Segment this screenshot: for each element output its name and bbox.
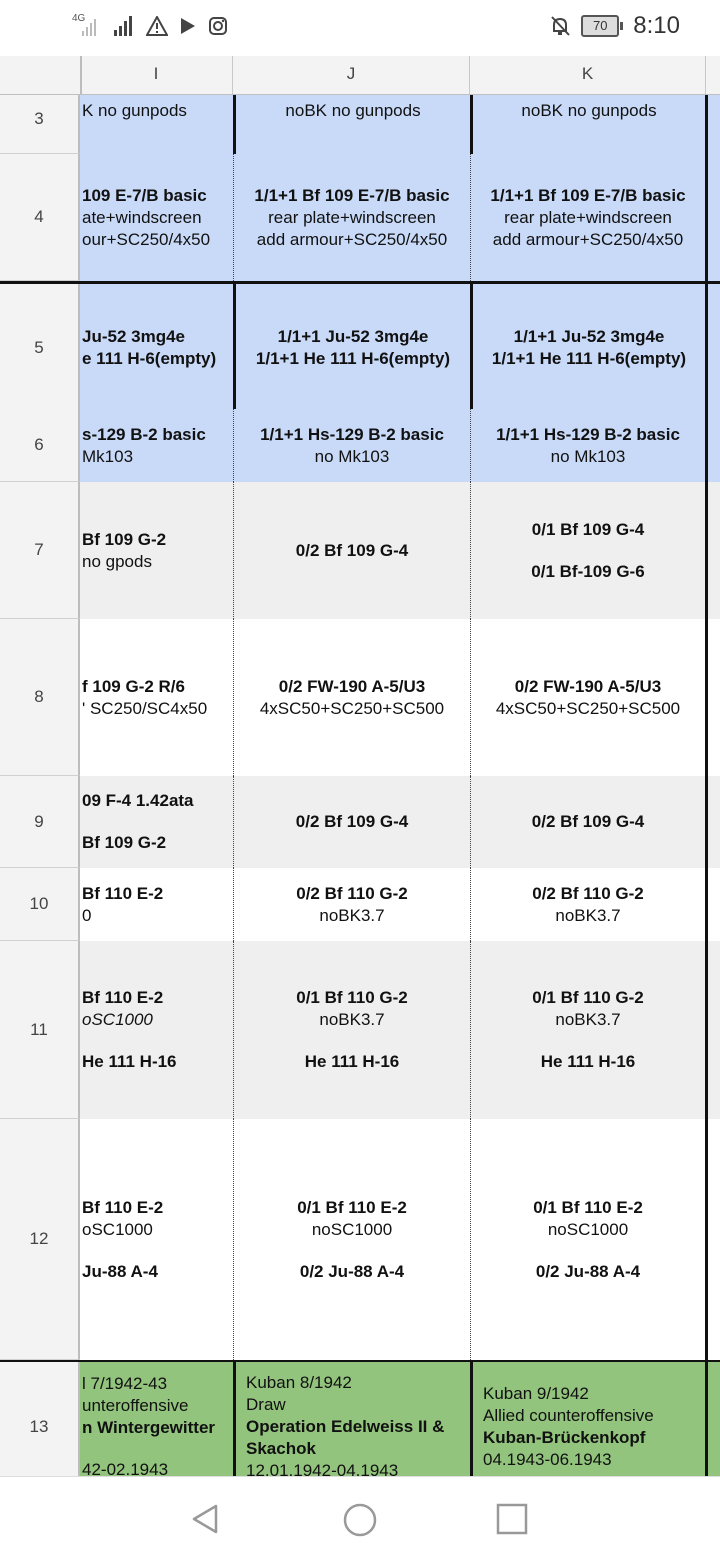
row-header[interactable]: 10 bbox=[0, 868, 80, 941]
cell-j[interactable] bbox=[233, 154, 470, 281]
cell-text: 4xSC50+SC250+SC500 bbox=[259, 698, 445, 718]
cell-j[interactable] bbox=[233, 95, 470, 154]
table-row bbox=[0, 1119, 720, 1364]
cell-text: noBK no gunpods bbox=[285, 101, 421, 120]
row-header[interactable]: 3 bbox=[0, 95, 80, 154]
cell-text: 1/1+1 Ju-52 3mg4e bbox=[277, 327, 429, 346]
cell-text: 1/1+1 Bf 109 E-7/B basic bbox=[254, 185, 450, 205]
cell-text: Ju-52 3mg4e bbox=[82, 327, 185, 346]
status-bar bbox=[0, 0, 720, 56]
cell-text: 0 bbox=[82, 905, 92, 925]
row-header[interactable]: 7 bbox=[0, 482, 80, 619]
column-header-j[interactable]: J bbox=[233, 56, 470, 94]
cell-text: 109 E-7/B basic bbox=[82, 185, 207, 205]
cell-text: Kuban-Brückenkopf bbox=[483, 1428, 646, 1447]
table-row bbox=[0, 941, 720, 1123]
cell-i[interactable] bbox=[80, 1119, 233, 1360]
cell-i[interactable] bbox=[80, 284, 233, 412]
muted-bell-icon bbox=[549, 15, 571, 37]
cell-text: He 111 H-16 bbox=[82, 1052, 177, 1071]
table-row bbox=[0, 482, 720, 623]
cell-text: noBK no gunpods bbox=[521, 101, 657, 120]
cell-i[interactable] bbox=[80, 95, 233, 154]
row-header[interactable]: 11 bbox=[0, 941, 80, 1119]
cell-text: 0/1 Bf-109 G-6 bbox=[531, 561, 645, 581]
cell-text: our+SC250/4x50 bbox=[82, 229, 211, 249]
table-row bbox=[0, 154, 720, 282]
table-row bbox=[0, 776, 720, 872]
grid-right-border bbox=[705, 95, 708, 1476]
cell-text: 0/2 Bf 109 G-4 bbox=[295, 540, 409, 560]
row-header[interactable]: 4 bbox=[0, 154, 80, 281]
cell-text: K no gunpods bbox=[82, 101, 187, 120]
cell-text: Mk103 bbox=[82, 446, 134, 466]
cell-text: noBK3.7 bbox=[319, 905, 385, 925]
table-row bbox=[0, 409, 720, 486]
cell-text: s-129 B-2 basic bbox=[82, 424, 206, 444]
cell-text: 1/1+1 Ju-52 3mg4e bbox=[513, 327, 665, 346]
cell-k[interactable] bbox=[470, 482, 705, 619]
signal-icon bbox=[112, 15, 136, 37]
cell-i[interactable] bbox=[80, 619, 233, 776]
cell-text: Bf 110 E-2 bbox=[82, 1197, 164, 1217]
battery-level: 70 bbox=[581, 15, 619, 37]
row-header[interactable]: 6 bbox=[0, 409, 80, 482]
home-icon[interactable] bbox=[343, 1503, 377, 1537]
cell-text: e 111 H-6(empty) bbox=[82, 349, 217, 368]
row-header[interactable]: 9 bbox=[0, 776, 80, 868]
cell-text: 0/2 Ju-88 A-4 bbox=[299, 1261, 405, 1281]
table-row bbox=[0, 619, 720, 780]
cell-text: add armour+SC250/4x50 bbox=[256, 229, 448, 249]
cell-text: oSC1000 bbox=[82, 1219, 153, 1239]
cell-j[interactable] bbox=[233, 284, 470, 412]
network-type: 4G bbox=[72, 13, 86, 24]
status-icons-right bbox=[549, 12, 680, 40]
cell-text: Kuban 9/1942 bbox=[483, 1384, 589, 1403]
cell-text: 0/2 FW-190 A-5/U3 bbox=[514, 676, 662, 696]
cell-k[interactable] bbox=[470, 619, 705, 776]
cell-text: unteroffensive bbox=[82, 1396, 189, 1415]
row-header[interactable]: 12 bbox=[0, 1119, 80, 1360]
cell-text: no Mk103 bbox=[314, 446, 390, 466]
cell-text: rear plate+windscreen bbox=[504, 207, 672, 227]
cell-j[interactable] bbox=[233, 868, 470, 941]
recents-icon[interactable] bbox=[496, 1503, 528, 1535]
back-icon[interactable] bbox=[190, 1503, 222, 1535]
cell-text: 1/1+1 Hs-129 B-2 basic bbox=[260, 424, 444, 444]
cell-k[interactable] bbox=[470, 776, 705, 868]
cell-text: 0/2 Bf 110 G-2 bbox=[532, 883, 644, 903]
cell-i[interactable] bbox=[80, 776, 233, 868]
cell-text: 0/2 Ju-88 A-4 bbox=[535, 1261, 641, 1281]
cell-text: noBK3.7 bbox=[555, 1010, 621, 1029]
cell-text: 09 F-4 1.42ata bbox=[82, 791, 194, 810]
cell-i[interactable] bbox=[80, 941, 233, 1119]
cell-text: Allied counteroffensive bbox=[483, 1406, 654, 1425]
cell-text: 0/2 Bf 109 G-4 bbox=[531, 812, 645, 831]
table-row bbox=[0, 1360, 720, 1476]
cell-text: 0/1 Bf 110 G-2 bbox=[532, 988, 644, 1007]
cell-text: Ju-88 A-4 bbox=[82, 1261, 158, 1281]
row-header[interactable]: 8 bbox=[0, 619, 80, 776]
cell-text: noBK3.7 bbox=[319, 1010, 385, 1029]
play-store-icon bbox=[178, 16, 198, 36]
cell-text: oSC1000 bbox=[82, 1010, 153, 1029]
cell-text: rear plate+windscreen bbox=[268, 207, 436, 227]
cell-text: Bf 110 E-2 bbox=[82, 883, 164, 903]
cell-k[interactable] bbox=[470, 154, 705, 281]
cell-text: Bf 109 G-2 bbox=[82, 529, 167, 549]
cell-text: 1/1+1 Hs-129 B-2 basic bbox=[496, 424, 680, 444]
cell-text: 04.1943-06.1943 bbox=[483, 1450, 612, 1469]
spreadsheet-grid[interactable] bbox=[0, 95, 720, 1476]
cell-text: noSC1000 bbox=[311, 1219, 393, 1239]
cell-text: 0/1 Bf 110 E-2 bbox=[297, 1197, 407, 1217]
cell-text: 1/1+1 He 111 H-6(empty) bbox=[255, 349, 451, 368]
cell-text: Kuban 8/1942 bbox=[246, 1373, 352, 1392]
cell-i[interactable] bbox=[80, 409, 233, 482]
cell-text: no gpods bbox=[82, 551, 152, 571]
navigation-bar bbox=[0, 1476, 720, 1561]
cell-i[interactable] bbox=[80, 1362, 233, 1476]
row-header[interactable]: 5 bbox=[0, 284, 80, 412]
column-header-bar bbox=[0, 56, 720, 95]
cell-k[interactable] bbox=[470, 868, 705, 941]
cell-j[interactable] bbox=[233, 482, 470, 619]
column-header-i[interactable]: I bbox=[80, 56, 233, 94]
cell-i[interactable] bbox=[80, 868, 233, 941]
cell-text: n Wintergewitter bbox=[82, 1418, 216, 1437]
status-icons-left bbox=[72, 14, 228, 38]
cell-k[interactable] bbox=[470, 409, 705, 482]
cell-text: ' SC250/SC4x50 bbox=[82, 698, 208, 718]
cell-text: ate+windscreen bbox=[82, 207, 202, 227]
clock: 8:10 bbox=[633, 12, 680, 39]
cell-text: 1/1+1 He 111 H-6(empty) bbox=[491, 349, 687, 368]
cell-i[interactable] bbox=[80, 482, 233, 619]
cell-text: 0/1 Bf 110 G-2 bbox=[296, 988, 408, 1007]
cell-text: 0/2 Bf 110 G-2 bbox=[296, 883, 408, 903]
cell-text: f 109 G-2 R/6 bbox=[82, 676, 185, 696]
cell-text: Draw bbox=[246, 1395, 286, 1414]
cell-text: He 111 H-16 bbox=[540, 1052, 636, 1071]
table-row bbox=[0, 281, 720, 416]
cell-j[interactable] bbox=[233, 619, 470, 776]
cell-text: He 111 H-16 bbox=[304, 1052, 400, 1071]
cell-k[interactable] bbox=[470, 941, 705, 1119]
cell-text: 0/1 Bf 109 G-4 bbox=[531, 519, 645, 539]
cell-text: noBK3.7 bbox=[555, 905, 621, 925]
cell-text: add armour+SC250/4x50 bbox=[492, 229, 684, 249]
cell-text: 0/1 Bf 110 E-2 bbox=[533, 1197, 643, 1217]
cell-text: 12.01.1942-04.1943 bbox=[246, 1461, 399, 1476]
cell-text: noSC1000 bbox=[547, 1219, 629, 1239]
cell-text: l 7/1942-43 bbox=[82, 1374, 168, 1393]
cell-k[interactable] bbox=[470, 284, 705, 412]
cell-k[interactable] bbox=[470, 95, 705, 154]
cell-k[interactable] bbox=[470, 1362, 705, 1476]
cell-i[interactable] bbox=[80, 154, 233, 281]
cell-text: Operation Edelweiss II & bbox=[246, 1417, 445, 1436]
table-row bbox=[0, 868, 720, 945]
table-row bbox=[0, 95, 720, 158]
cell-text: 4xSC50+SC250+SC500 bbox=[495, 698, 681, 718]
cell-text: no Mk103 bbox=[550, 446, 626, 466]
instagram-icon bbox=[208, 16, 228, 36]
cell-j[interactable] bbox=[233, 776, 470, 868]
row-header[interactable]: 13 bbox=[0, 1362, 80, 1476]
warning-icon bbox=[146, 16, 168, 36]
cell-text: 0/2 FW-190 A-5/U3 bbox=[278, 676, 426, 696]
cell-j[interactable] bbox=[233, 1362, 470, 1476]
cell-j[interactable] bbox=[233, 941, 470, 1119]
network-icon bbox=[72, 14, 102, 38]
select-all-corner[interactable] bbox=[0, 56, 82, 94]
cell-j[interactable] bbox=[233, 409, 470, 482]
cell-k[interactable] bbox=[470, 1119, 705, 1360]
cell-text: Bf 109 G-2 bbox=[82, 833, 167, 852]
cell-text: 0/2 Bf 109 G-4 bbox=[295, 812, 409, 831]
battery-icon bbox=[581, 15, 623, 37]
cell-text: 42-02.1943 bbox=[82, 1460, 169, 1476]
column-header-k[interactable]: K bbox=[470, 56, 706, 94]
cell-text: Bf 110 E-2 bbox=[82, 988, 164, 1007]
cell-text: 1/1+1 Bf 109 E-7/B basic bbox=[490, 185, 686, 205]
cell-text: Skachok bbox=[246, 1439, 316, 1458]
cell-j[interactable] bbox=[233, 1119, 470, 1360]
